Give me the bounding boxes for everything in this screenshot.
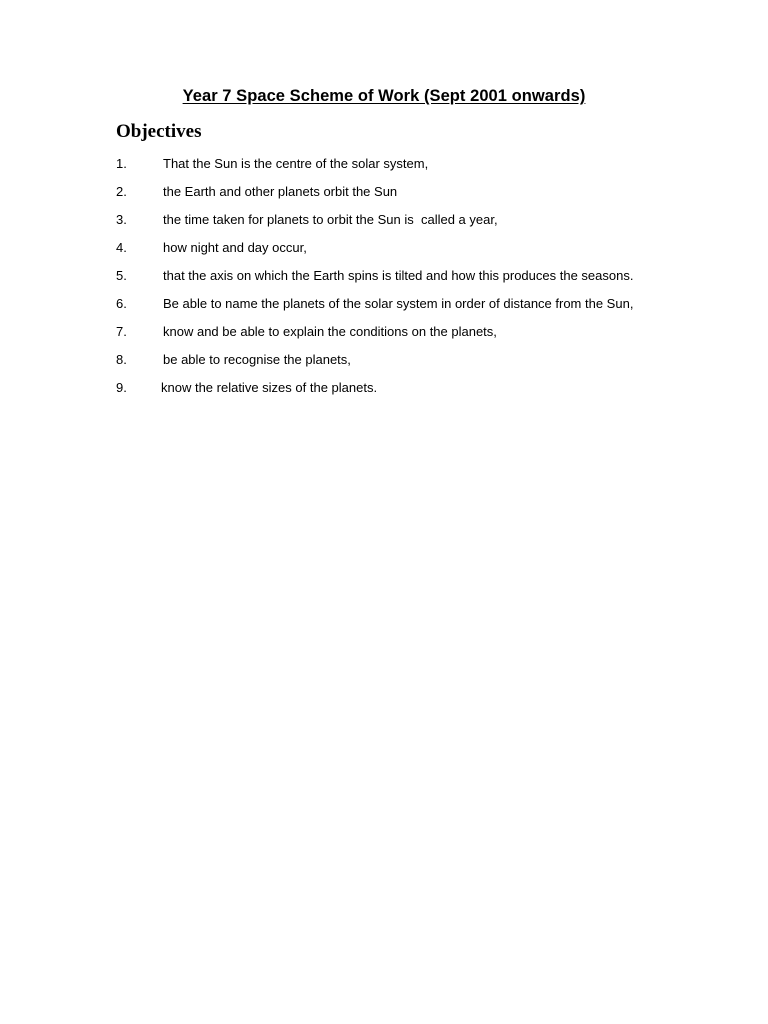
objective-number: 1. <box>116 156 127 171</box>
objective-number: 9. <box>116 380 127 395</box>
objective-item <box>0 320 768 348</box>
objective-item <box>0 152 768 180</box>
objective-item <box>0 180 768 208</box>
objective-text: know and be able to explain the conditions on the planets, <box>163 324 497 339</box>
objective-number: 4. <box>116 240 127 255</box>
objective-number: 5. <box>116 268 127 283</box>
objective-item <box>0 348 768 376</box>
objective-number: 7. <box>116 324 127 339</box>
objective-number: 8. <box>116 352 127 367</box>
objective-number: 2. <box>116 184 127 199</box>
objective-text: that the axis on which the Earth spins is tilted and how this produces the seasons. <box>163 268 634 283</box>
objective-text: the Earth and other planets orbit the Sun <box>163 184 398 199</box>
objectives-list <box>0 152 768 404</box>
objective-text: know the relative sizes of the planets. <box>161 380 378 395</box>
objective-text: That the Sun is the centre of the solar system, <box>163 156 429 171</box>
document-title: Year 7 Space Scheme of Work (Sept 2001 onwards) <box>182 87 586 105</box>
objectives-heading: Objectives <box>116 121 202 142</box>
objective-number: 3. <box>116 212 127 227</box>
objective-text: the time taken for planets to orbit the Sun is called a year, <box>163 212 498 227</box>
objective-item <box>0 236 768 264</box>
objective-item <box>0 264 768 292</box>
objective-number: 6. <box>116 296 127 311</box>
objective-item <box>0 292 768 320</box>
objective-item <box>0 376 768 404</box>
objective-text: Be able to name the planets of the solar system in order of distance from the Sun, <box>163 296 634 311</box>
objective-item <box>0 208 768 236</box>
objective-text: how night and day occur, <box>163 240 307 255</box>
objective-text: be able to recognise the planets, <box>163 352 351 367</box>
